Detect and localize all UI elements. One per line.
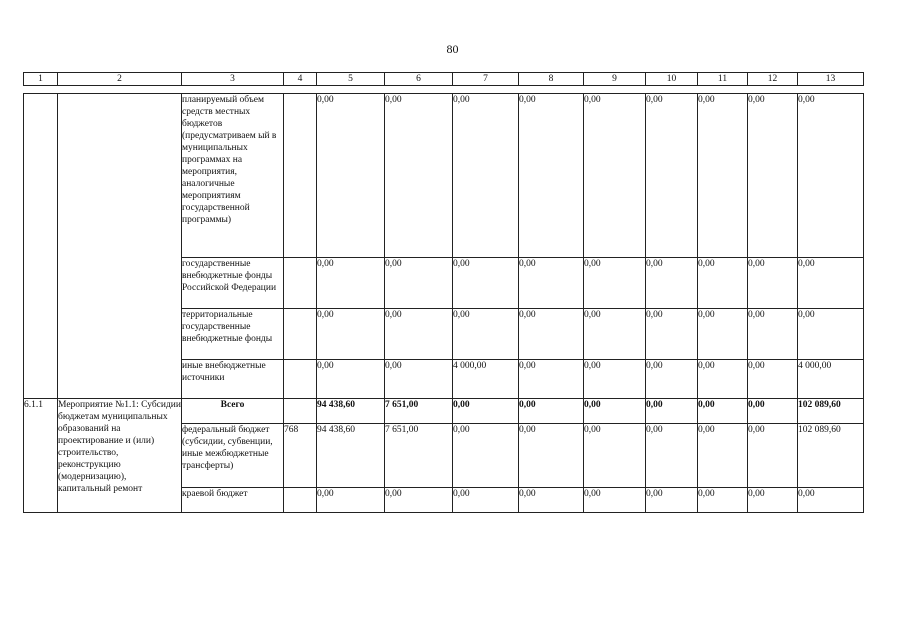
code-cell [284, 360, 317, 399]
value-cell: 0,00 [584, 360, 646, 399]
value-cell: 0,00 [798, 94, 864, 258]
value-cell: 0,00 [385, 488, 453, 513]
code-cell [284, 258, 317, 309]
value-cell: 0,00 [646, 399, 698, 424]
value-cell: 102 089,60 [798, 424, 864, 488]
header-cell: 10 [646, 73, 698, 86]
header-cell: 13 [798, 73, 864, 86]
header-cell: 7 [453, 73, 519, 86]
header-cell: 12 [748, 73, 798, 86]
num-cell [24, 360, 58, 399]
value-cell: 0,00 [317, 488, 385, 513]
code-cell [284, 399, 317, 424]
value-cell: 0,00 [584, 424, 646, 488]
code-cell [284, 309, 317, 360]
value-cell: 4 000,00 [798, 360, 864, 399]
header-cell: 4 [284, 73, 317, 86]
table-row [24, 94, 864, 258]
value-cell: 0,00 [798, 488, 864, 513]
value-cell: 0,00 [385, 309, 453, 360]
value-cell: 0,00 [519, 360, 584, 399]
value-cell: 0,00 [453, 309, 519, 360]
value-cell: 0,00 [584, 488, 646, 513]
header-cell: 5 [317, 73, 385, 86]
value-cell: 0,00 [385, 94, 453, 258]
value-cell: 0,00 [453, 94, 519, 258]
value-cell: 0,00 [748, 424, 798, 488]
source-cell: Всего [182, 399, 284, 424]
value-cell: 0,00 [453, 258, 519, 309]
value-cell: 94 438,60 [317, 399, 385, 424]
header-cell: 9 [584, 73, 646, 86]
value-cell: 0,00 [317, 94, 385, 258]
value-cell: 0,00 [748, 258, 798, 309]
source-cell: федеральный бюджет (субсидии, субвенции, иные межбюджетные трансферты) [182, 424, 284, 488]
value-cell: 0,00 [584, 399, 646, 424]
value-cell: 0,00 [584, 309, 646, 360]
code-cell [284, 488, 317, 513]
page-number: 80 [446, 42, 459, 56]
value-cell: 0,00 [698, 424, 748, 488]
source-cell: территориальные государственные внебюджетные фонды [182, 309, 284, 360]
value-cell: 0,00 [519, 399, 584, 424]
num-cell [24, 94, 58, 258]
value-cell: 7 651,00 [385, 424, 453, 488]
value-cell: 0,00 [748, 94, 798, 258]
value-cell: 7 651,00 [385, 399, 453, 424]
value-cell: 0,00 [798, 258, 864, 309]
value-cell: 0,00 [646, 258, 698, 309]
measure-cell [58, 94, 182, 399]
measure-cell: Мероприятие №1.1: Субсидии бюджетам муниципальных образований на проектирование и (или) строительство, реконструкцию (модернизацию), капитальный ремонт [58, 399, 182, 513]
header-cell: 1 [24, 73, 58, 86]
value-cell: 94 438,60 [317, 424, 385, 488]
header-cell: 3 [182, 73, 284, 86]
column-header-table [23, 72, 864, 86]
value-cell: 0,00 [698, 399, 748, 424]
value-cell: 0,00 [646, 424, 698, 488]
header-cell: 6 [385, 73, 453, 86]
value-cell: 0,00 [317, 360, 385, 399]
value-cell: 0,00 [698, 360, 748, 399]
value-cell: 0,00 [646, 94, 698, 258]
value-cell: 0,00 [748, 309, 798, 360]
value-cell: 0,00 [317, 258, 385, 309]
header-cell: 2 [58, 73, 182, 86]
budget-table [23, 93, 864, 513]
header-cell: 11 [698, 73, 748, 86]
source-cell: государственные внебюджетные фонды Российской Федерации [182, 258, 284, 309]
value-cell: 4 000,00 [453, 360, 519, 399]
value-cell: 0,00 [748, 488, 798, 513]
value-cell: 0,00 [646, 360, 698, 399]
value-cell: 0,00 [584, 94, 646, 258]
code-cell: 768 [284, 424, 317, 488]
source-cell: краевой бюджет [182, 488, 284, 513]
source-cell: иные внебюджетные источники [182, 360, 284, 399]
value-cell: 0,00 [748, 399, 798, 424]
value-cell: 0,00 [519, 94, 584, 258]
value-cell: 0,00 [519, 424, 584, 488]
num-cell [24, 309, 58, 360]
code-cell [284, 94, 317, 258]
value-cell: 0,00 [385, 258, 453, 309]
value-cell: 0,00 [748, 360, 798, 399]
value-cell: 0,00 [646, 488, 698, 513]
value-cell: 0,00 [385, 360, 453, 399]
value-cell: 0,00 [646, 309, 698, 360]
value-cell: 0,00 [698, 258, 748, 309]
num-cell: 6.1.1 [24, 399, 58, 513]
source-cell: планируемый объем средств местных бюджетов (предусматриваем ый в муниципальных программах на мероприятия, аналогичные мероприятиям государственной программы) [182, 94, 284, 258]
value-cell: 0,00 [453, 488, 519, 513]
value-cell: 0,00 [698, 488, 748, 513]
value-cell: 0,00 [798, 309, 864, 360]
value-cell: 0,00 [698, 94, 748, 258]
value-cell: 0,00 [698, 309, 748, 360]
value-cell: 0,00 [584, 258, 646, 309]
num-cell [24, 258, 58, 309]
value-cell: 0,00 [453, 399, 519, 424]
value-cell: 102 089,60 [798, 399, 864, 424]
header-row [24, 73, 864, 86]
value-cell: 0,00 [519, 258, 584, 309]
table-row [24, 399, 864, 424]
value-cell: 0,00 [519, 309, 584, 360]
value-cell: 0,00 [453, 424, 519, 488]
value-cell: 0,00 [519, 488, 584, 513]
value-cell: 0,00 [317, 309, 385, 360]
header-cell: 8 [519, 73, 584, 86]
